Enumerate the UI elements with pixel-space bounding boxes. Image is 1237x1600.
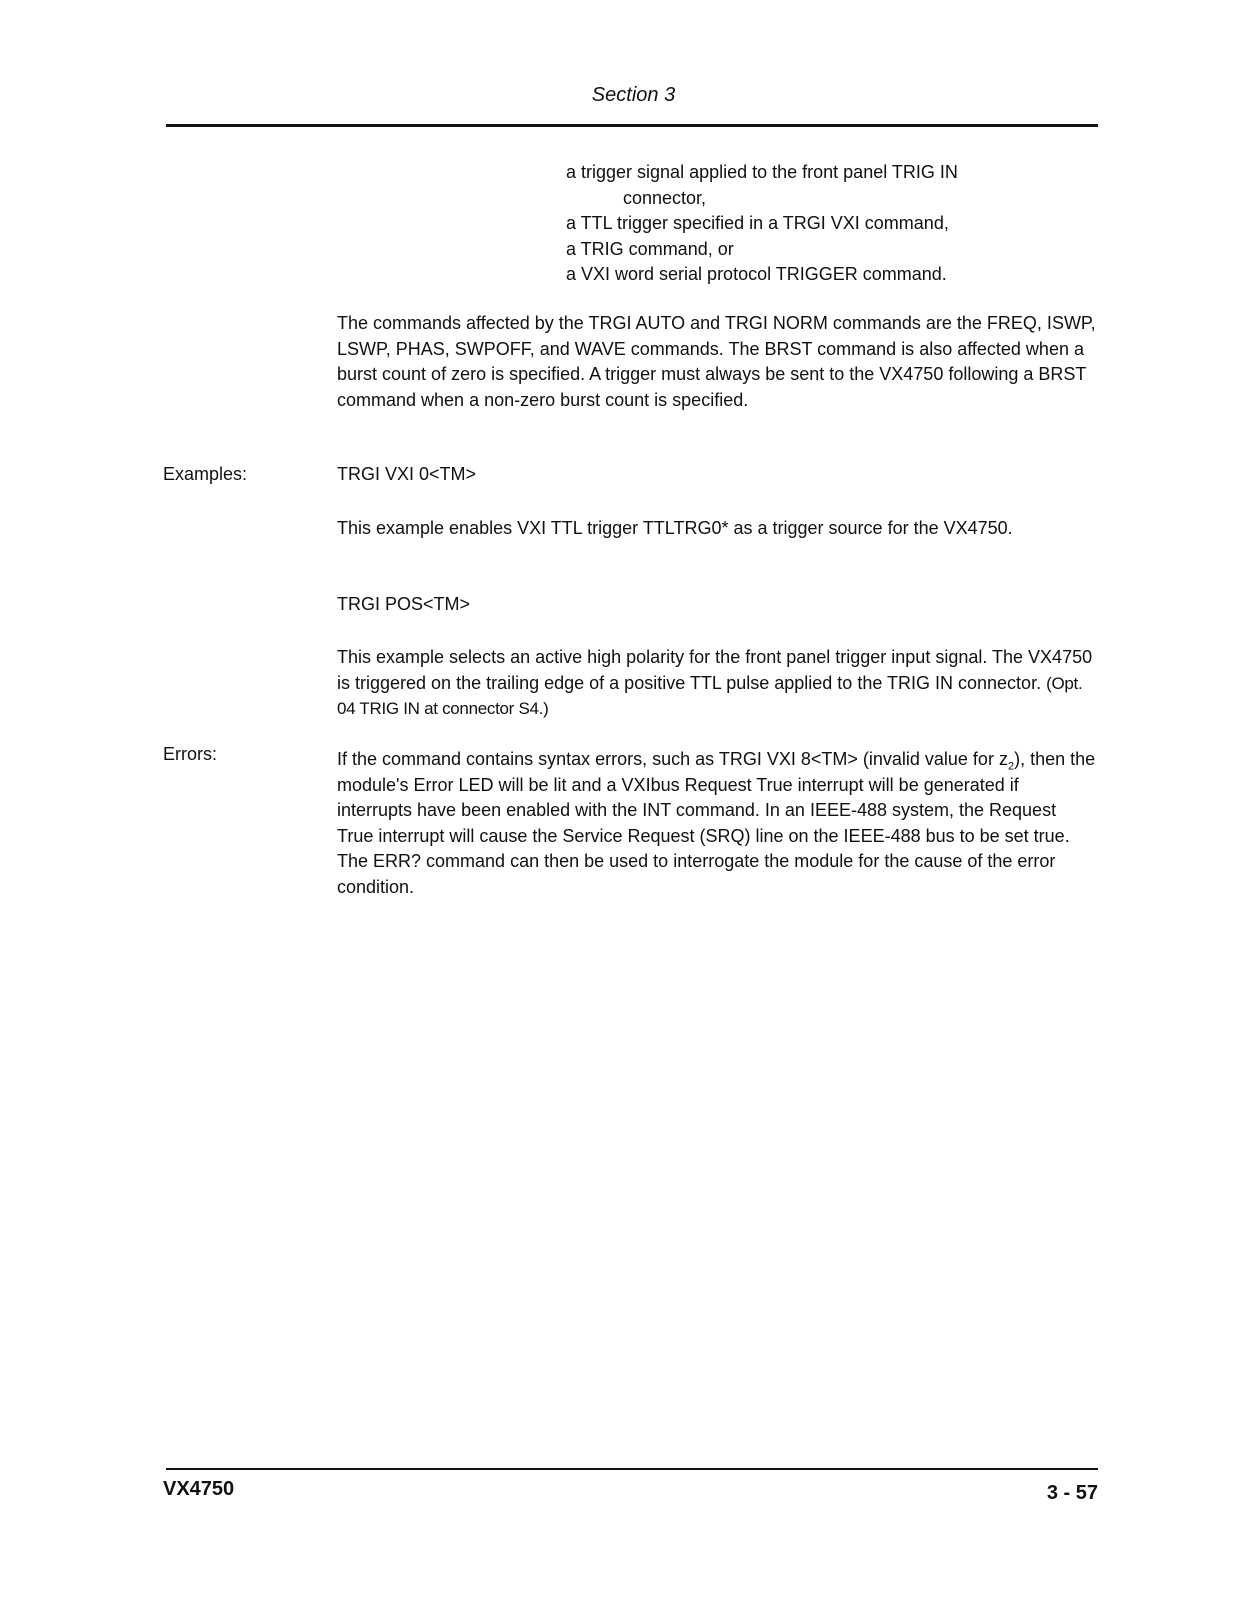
- affected-commands-paragraph: The commands affected by the TRGI AUTO and TRGI NORM commands are the FREQ, ISWP, LSWP, PHAS, SWPOFF, and WAVE commands. The BRST command is also affected when a burst count of zero is specified. A trigger must always be sent to the VX4750 following a BRST command when a non-zero burst count is specified.: [337, 313, 1096, 410]
- errors-subscript: 2: [1007, 760, 1015, 773]
- list-item: [566, 237, 1086, 263]
- footer-page-number: 3 - 57: [1046, 1482, 1098, 1504]
- list-item-text: a TRIG command, or: [566, 238, 734, 259]
- list-item-text: a VXI word serial protocol TRIGGER command.: [566, 264, 947, 284]
- footer-rule: [166, 1468, 1098, 1470]
- list-item: [566, 262, 1086, 288]
- example2-description-block: [337, 645, 1097, 722]
- errors-paragraph: [337, 747, 1097, 900]
- list-item-text: a trigger signal applied to the front panel TRIG IN: [566, 162, 958, 182]
- examples-label: Examples:: [163, 464, 248, 484]
- list-item: [566, 211, 1086, 237]
- trigger-source-list: [566, 160, 1086, 288]
- example2-option-note: (Opt. 04 TRIG IN at connector S4.): [337, 673, 1083, 718]
- list-item-text: a TTL trigger specified in a TRGI VXI command,: [566, 213, 949, 233]
- errors-text-end: ), then the module's Error LED will be lit and a VXIbus Request True interrupt will be generated if interrupts have been enabled with the INT command. In an IEEE-488 system, the Request True interrupt will cause the Service Request (SRQ) line on the IEEE-488 bus to be set true. The ERR? command can then be used to interrogate the module for the cause of the error condition.: [337, 749, 1096, 897]
- list-item: [566, 160, 1086, 211]
- example2-command: TRGI POS<TM>: [337, 594, 471, 614]
- section-header: Section 3: [591, 84, 676, 106]
- footer-product-name: VX4750: [163, 1478, 235, 1500]
- example2-description: This example selects an active high polarity for the front panel trigger input signal. The VX4750 is triggered on the trailing edge of a positive TTL pulse applied to the TRIG IN connector.: [337, 647, 1093, 693]
- example1-command: TRGI VXI 0<TM>: [337, 464, 477, 484]
- errors-label: Errors:: [163, 744, 217, 764]
- list-item-continuation: connector,: [623, 187, 707, 208]
- header-rule: [166, 124, 1098, 127]
- example1-description: This example enables VXI TTL trigger TTLTRG0* as a trigger source for the VX4750.: [337, 518, 1013, 538]
- errors-text-start: If the command contains syntax errors, such as TRGI VXI 8<TM> (invalid value for z: [337, 749, 1008, 769]
